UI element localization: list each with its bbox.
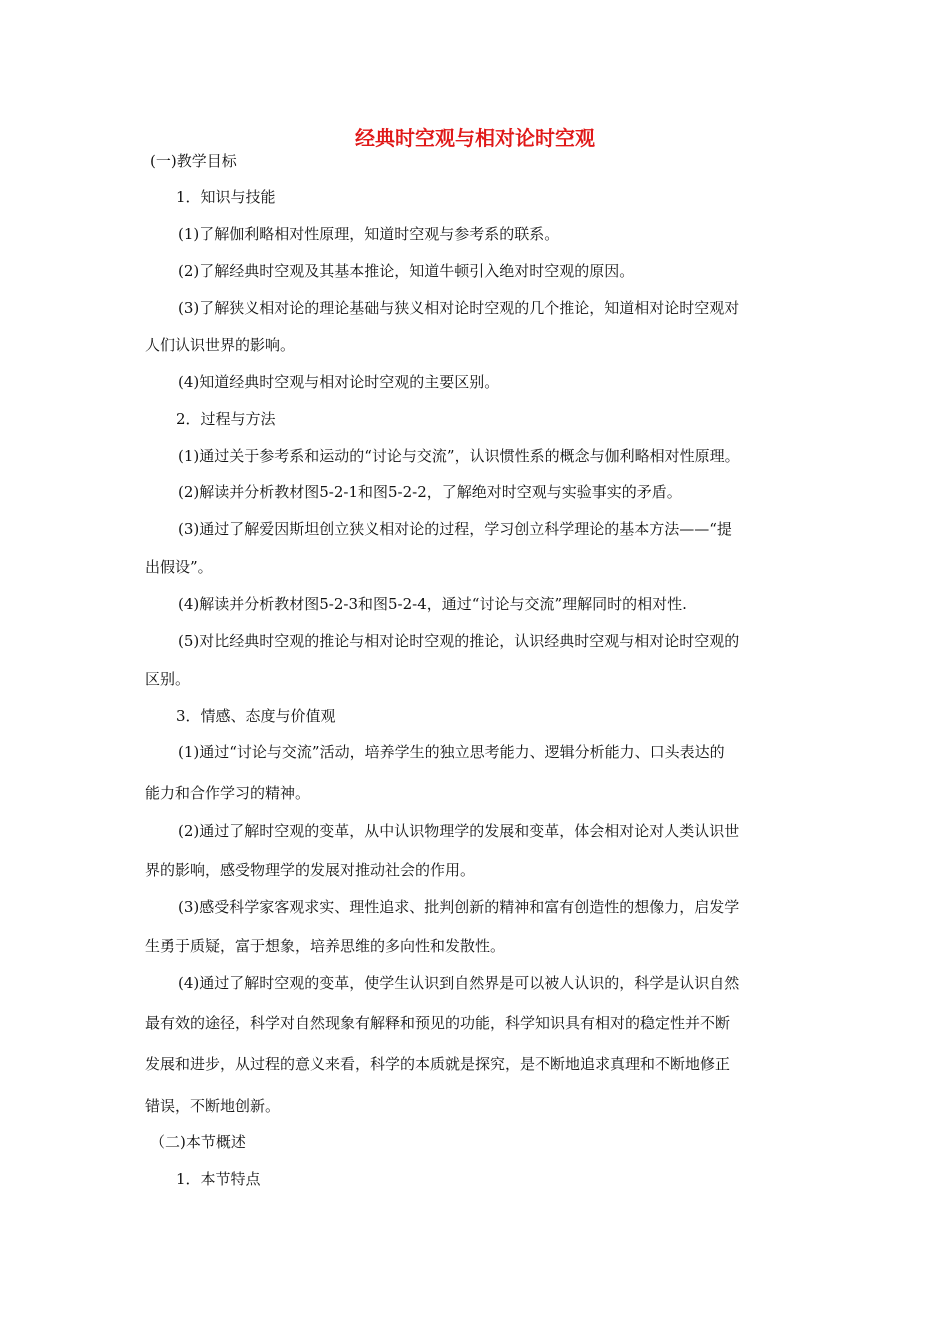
paragraph-line: (5)对比经典时空观的推论与相对论时空观的推论，认识经典时空观与相对论时空观的 [178, 632, 740, 650]
subsection-heading-features: 1．本节特点 [176, 1170, 261, 1188]
section-heading-overview: （二)本节概述 [150, 1133, 246, 1151]
paragraph-line: (3)感受科学家客观求实、理性追求、批判创新的精神和富有创造性的想像力，启发学 [178, 898, 740, 916]
paragraph-line: 错误，不断地创新。 [145, 1097, 281, 1115]
paragraph-line: (2)解读并分析教材图5-2-1和图5-2-2，了解绝对时空观与实验事实的矛盾。 [178, 483, 682, 501]
paragraph-line: 人们认识世界的影响。 [145, 336, 296, 354]
paragraph-line: 界的影响，感受物理学的发展对推动社会的作用。 [145, 861, 476, 879]
document-title: 经典时空观与相对论时空观 [355, 126, 595, 150]
paragraph-line: (4)解读并分析教材图5-2-3和图5-2-4，通过“讨论与交流”理解同时的相对性. [178, 595, 687, 613]
subsection-heading-process: 2．过程与方法 [176, 410, 276, 428]
paragraph-line: 能力和合作学习的精神。 [145, 784, 311, 802]
paragraph-line: 出假设”。 [145, 558, 213, 576]
paragraph-line: 最有效的途径，科学对自然现象有解释和预见的功能，科学知识具有相对的稳定性并不断 [145, 1014, 731, 1032]
paragraph-line: 区别。 [145, 670, 191, 688]
subsection-heading-knowledge: 1．知识与技能 [176, 188, 276, 206]
paragraph-line: (2)通过了解时空观的变革，从中认识物理学的发展和变革，体会相对论对人类认识世 [178, 822, 740, 840]
section-heading-objectives: (一)教学目标 [150, 152, 237, 170]
subsection-heading-values: 3．情感、态度与价值观 [176, 707, 336, 725]
paragraph-line: (1)通过关于参考系和运动的“讨论与交流”，认识惯性系的概念与伽利略相对性原理。 [178, 447, 740, 465]
paragraph-line: (3)通过了解爱因斯坦创立狭义相对论的过程，学习创立科学理论的基本方法——“提 [178, 520, 732, 538]
paragraph-line: (3)了解狭义相对论的理论基础与狭义相对论时空观的几个推论，知道相对论时空观对 [178, 299, 740, 317]
paragraph-line: (1)了解伽利略相对性原理，知道时空观与参考系的联系。 [178, 225, 560, 243]
paragraph-line: (4)知道经典时空观与相对论时空观的主要区别。 [178, 373, 500, 391]
paragraph-line: (4)通过了解时空观的变革，使学生认识到自然界是可以被人认识的，科学是认识自然 [178, 974, 740, 992]
paragraph-line: (1)通过“讨论与交流”活动，培养学生的独立思考能力、逻辑分析能力、口头表达的 [178, 743, 725, 761]
paragraph-line: 生勇于质疑，富于想象，培养思维的多向性和发散性。 [145, 937, 506, 955]
paragraph-line: 发展和进步，从过程的意义来看，科学的本质就是探究，是不断地追求真理和不断地修正 [145, 1055, 731, 1073]
paragraph-line: (2)了解经典时空观及其基本推论，知道牛顿引入绝对时空观的原因。 [178, 262, 635, 280]
